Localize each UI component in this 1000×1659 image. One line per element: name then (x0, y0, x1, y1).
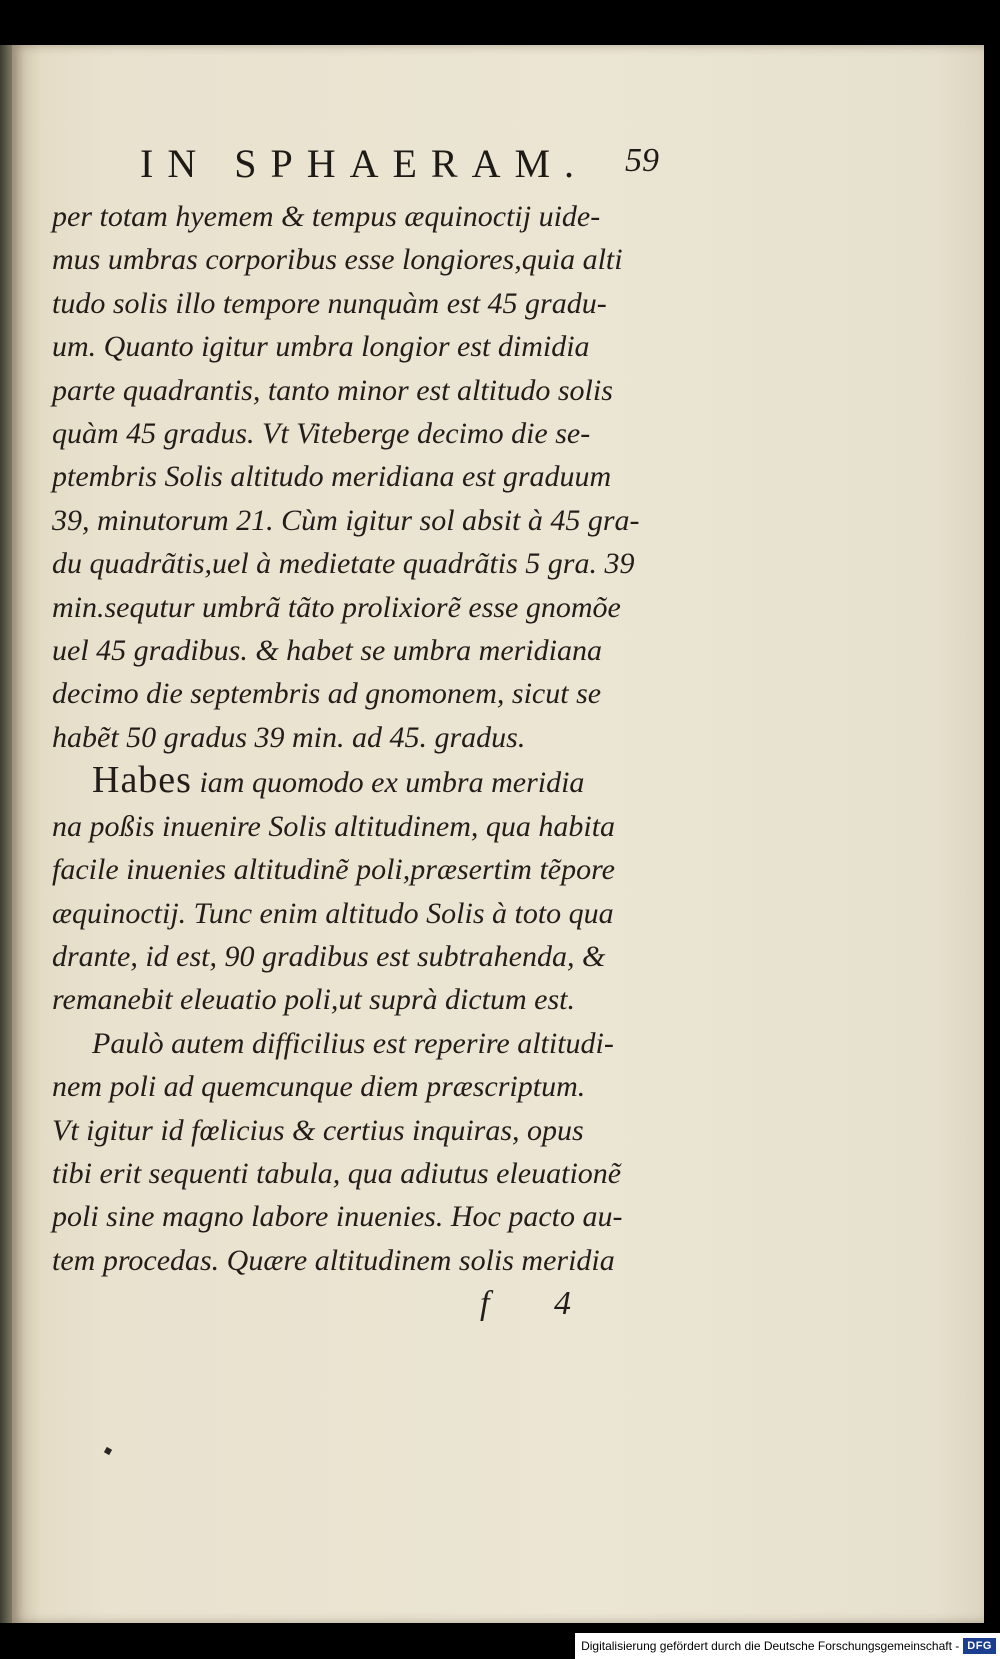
text-line: quàm 45 gradus. Vt Viteberge decimo die se- (52, 417, 591, 451)
page-number: 59 (625, 142, 659, 179)
text-line: tudo solis illo tempore nunquàm est 45 gradu- (52, 286, 607, 320)
signature-mark: f 4 (480, 1285, 599, 1322)
paragraph-initial-word: Habes (92, 759, 192, 802)
text-line: uel 45 gradibus. & habet se umbra meridiana (52, 634, 602, 668)
paragraph-first-line: Paulò autem difficilius est reperire altitudi- (92, 1026, 614, 1060)
text-line: na poßis inuenire Solis altitudinem, qua habita (52, 809, 616, 843)
text-line: um. Quanto igitur umbra longior est dimidia (52, 330, 590, 364)
digitization-footer (575, 1633, 1000, 1659)
text-line: facile inuenies altitudinẽ poli,præsertim tẽpore (52, 853, 615, 887)
text-line: tibi erit sequenti tabula, qua adiutus eleuationẽ (52, 1156, 622, 1190)
text-line: min.sequtur umbrã tãto prolixiorẽ esse gnomõe (52, 590, 621, 624)
text-line: ptembris Solis altitudo meridiana est graduum (52, 460, 612, 494)
text-line: drante, id est, 90 gradibus est subtrahenda, & (52, 939, 606, 973)
paragraph-first-line (52, 759, 672, 804)
text-line: parte quadrantis, tanto minor est altitudo solis (52, 373, 613, 407)
text-line: æquinoctij. Tunc enim altitudo Solis à toto qua (52, 896, 614, 930)
funding-credit: Digitalisierung gefördert durch die Deutsche Forschungsgemeinschaft - (581, 1639, 960, 1653)
text-line: tem procedas. Quære altitudinem solis meridia (52, 1243, 615, 1277)
text-line: Vt igitur id fœlicius & certius inquiras, opus (52, 1113, 584, 1147)
text-line: mus umbras corporibus esse longiores,quia alti (52, 243, 623, 277)
text-line: 39, minutorum 21. Cùm igitur sol absit à 45 gra- (52, 503, 640, 537)
text-line: habẽt 50 gradus 39 min. ad 45. gradus. (52, 720, 526, 754)
text-line: poli sine magno labore inuenies. Hoc pacto au- (52, 1200, 623, 1234)
running-head: IN SPHAERAM. (140, 141, 589, 186)
text-line: decimo die septembris ad gnomonem, sicut se (52, 677, 602, 711)
text-line: per totam hyemem & tempus æquinoctij uide- (52, 200, 601, 233)
text-line: du quadrãtis,uel à medietate quadrãtis 5 gra. 39 (52, 547, 635, 581)
text-line: remanebit eleuatio poli,ut suprà dictum est. (52, 983, 575, 1017)
text-line-remainder: iam quomodo ex umbra meridia (191, 766, 585, 800)
body-text (52, 195, 672, 1282)
text-line: nem poli ad quemcunque diem præscriptum. (52, 1070, 586, 1104)
dfg-logo-icon: DFG (963, 1638, 996, 1654)
